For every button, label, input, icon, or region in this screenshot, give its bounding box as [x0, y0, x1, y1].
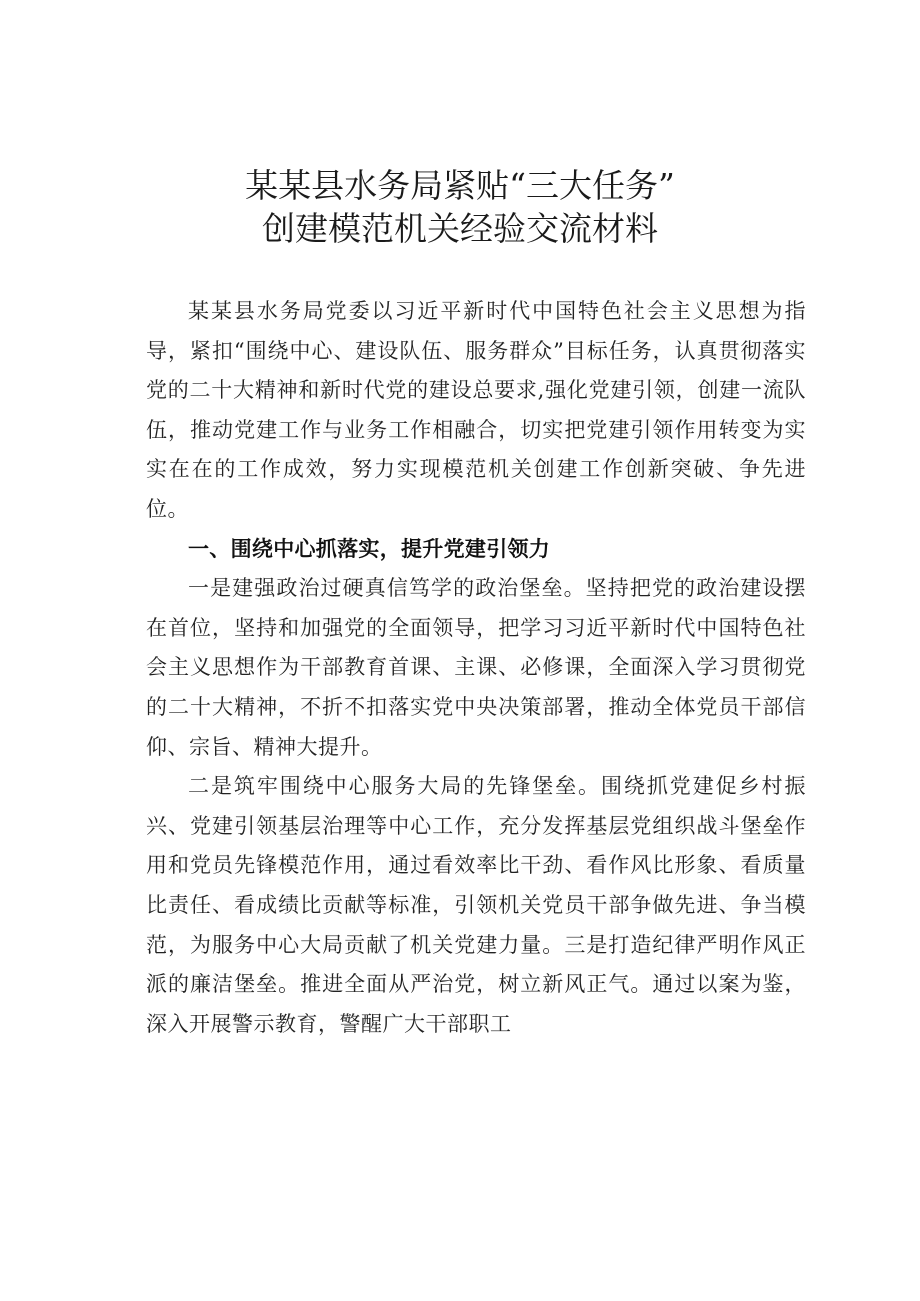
document-title-line-1: 某某县水务局紧贴“三大任务”	[245, 166, 675, 205]
section-1-heading: 一、围绕中心抓落实，提升党建引领力	[188, 536, 551, 561]
section-1-paragraph-2: 二是筑牢围绕中心服务大局的先锋堡垒。围绕抓党建促乡村振兴、党建引领基层治理等中心工作，充分发挥基层党组织战斗堡垒作用和党员先锋模范作用，通过看效率比干劲、看作风比形象、看质量比责任、看成绩比贡献等标准，引领机关党员干部争做先进、争当模范，为服务中心大局贡献了机关党建力量。三是打造纪律严明作风正派的廉洁堡垒。推进全面从严治党，树立新风正气。通过以案为鉴，深入开展警示教育，警醒广大干部职工	[146, 774, 806, 1036]
intro-paragraph: 某某县水务局党委以习近平新时代中国特色社会主义思想为指导，紧扣“围绕中心、建设队伍、服务群众”目标任务，认真贯彻落实党的二十大精神和新时代党的建设总要求,强化党建引领，创建一流队伍，推动党建工作与业务工作相融合，切实把党建引领作用转变为实实在在的工作成效，努力实现模范机关创建工作创新突破、争先进位。	[146, 299, 806, 521]
document-body	[146, 292, 806, 1044]
document-title-line-2: 创建模范机关经验交流材料	[262, 209, 658, 248]
section-1-paragraph-1: 一是建强政治过硬真信笃学的政治堡垒。坚持把党的政治建设摆在首位，坚持和加强党的全面领导，把学习习近平新时代中国特色社会主义思想作为干部教育首课、主课、必修课，全面深入学习贯彻党的二十大精神，不折不扣落实党中央决策部署，推动全体党员干部信仰、宗旨、精神大提升。	[146, 576, 806, 759]
